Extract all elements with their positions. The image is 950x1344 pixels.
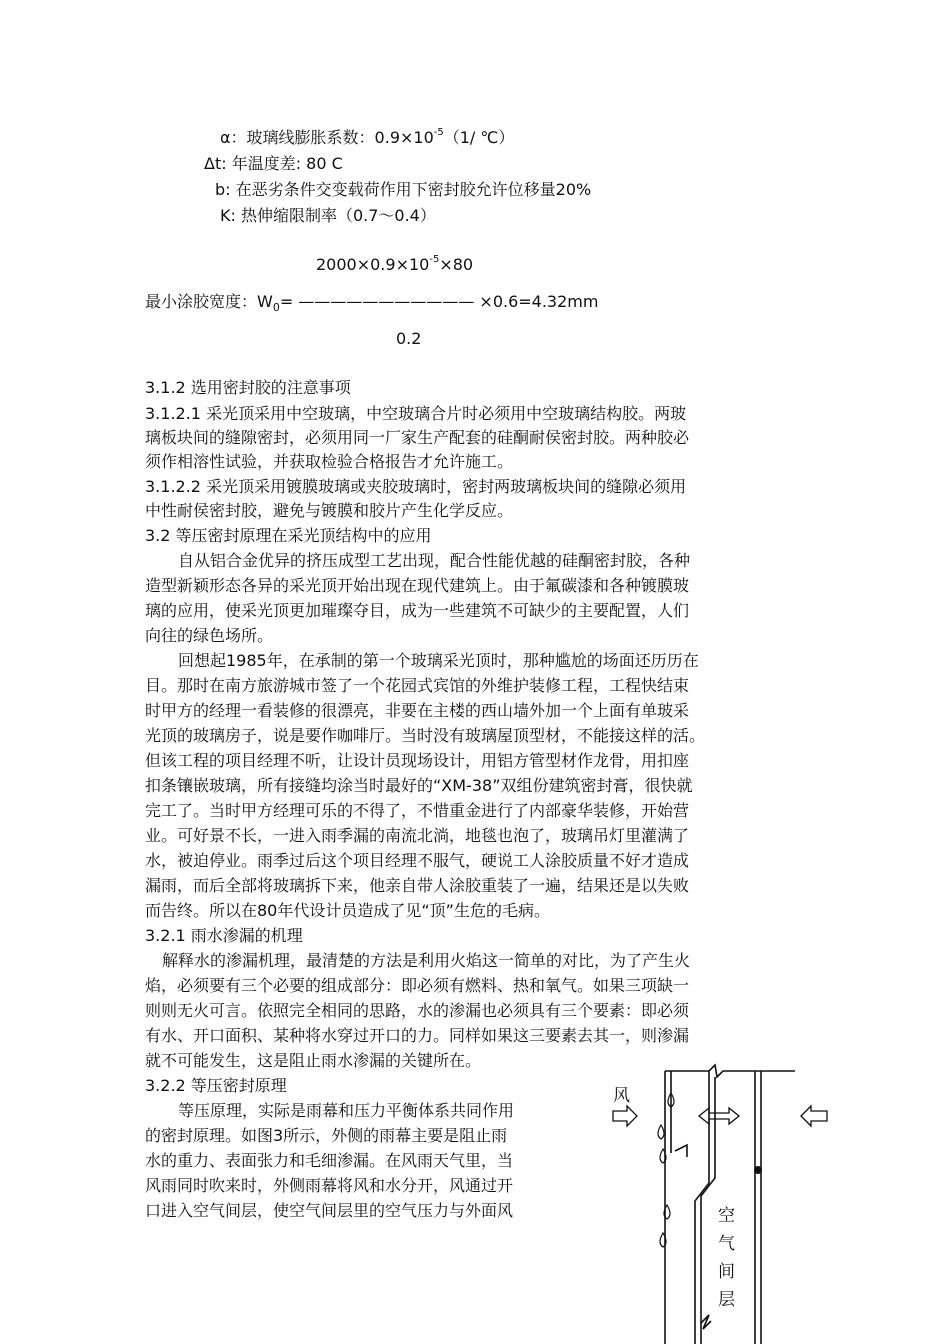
pressure-equalization-diagram [605,1053,845,1344]
numerator-text: 2000×0.9×10 [316,255,430,274]
section-heading-3-2-1: 3.2.1 雨水渗漏的机理 [145,926,303,945]
section-heading-3-1-2: 3.1.2 选用密封胶的注意事项 [145,378,351,397]
paragraph-line: 风雨同时吹来时，外侧雨幕将风和水分开，风通过开 [145,1176,514,1195]
paragraph-line: 时甲方的经理一看装修的很漂亮，非要在主楼的西山墙外加一个上面有单玻采 [145,701,690,720]
alpha-text: α：玻璃线膨胀系数：0.9×10 [220,128,434,147]
paragraph-line: 扣条镶嵌玻璃，所有接缝均涂当时最好的“XM-38”双组份建筑密封膏，很快就 [145,776,693,795]
delta-t-definition: Δt: 年温度差: 80 C [204,154,343,173]
wind-label: 风 [613,1086,630,1106]
air-layer-char: 空 [718,1206,735,1226]
paragraph-line: 等压原理，实际是雨幕和压力平衡体系共同作用 [178,1101,515,1120]
numerator-exponent: -5 [429,253,440,265]
double-arrow-icon [699,1108,739,1124]
paragraph-line: 业。可好景不长，一进入雨季漏的南流北淌，地毯也泡了，玻璃吊灯里灌满了 [145,826,690,845]
width-fraction: = ——————————— ×0.6=4.32mm [279,292,599,311]
paragraph-line: 完工了。当时甲方经理可乐的不得了，不惜重金进行了内部豪华装修，开始营 [145,801,690,820]
paragraph-line: 璃的应用，使采光顶更加璀璨夺目，成为一些建筑不可缺少的主要配置，人们 [145,601,690,620]
paragraph-line: 璃板块间的缝隙密封，必须用同一厂家生产配套的硅酮耐侯密封胶。两种胶必 [145,428,690,447]
min-width-formula [145,292,599,315]
inward-arrow-icon [801,1106,827,1126]
paragraph-line: 口进入空气间层，使空气间层里的空气压力与外面风 [145,1201,514,1220]
section-heading-3-2-2: 3.2.2 等压密封原理 [145,1076,287,1095]
numerator-tail: ×80 [439,255,474,274]
paragraph-line: 焰，必须要有三个必要的组成部分：即必须有燃料、热和氧气。如果三项缺一 [145,976,690,995]
paragraph-line: 而告终。所以在80年代设计员造成了见“顶”生危的毛病。 [145,901,550,920]
section-heading-3-2: 3.2 等压密封原理在采光顶结构中的应用 [145,526,432,545]
paragraph-line: 解释水的渗漏机理，最清楚的方法是利用火焰这一简单的对比，为了产生火 [162,951,691,970]
k-definition: K: 热伸缩限制率（0.7～0.4） [220,206,436,225]
paragraph-line: 3.1.2.2 采光顶采用镀膜玻璃或夹胶玻璃时，密封两玻璃板块间的缝隙必须用 [145,477,687,496]
alpha-exponent: -5 [433,126,444,138]
paragraph-line: 就不可能发生，这是阻止雨水渗漏的关键所在。 [145,1051,482,1070]
alpha-definition [220,128,514,148]
paragraph-line: 有水、开口面积、某种将水穿过开口的力。同样如果这三要素去其一，则渗漏 [145,1026,690,1045]
paragraph-line: 漏雨，而后全部将玻璃拆下来，他亲自带人涂胶重装了一遍，结果还是以失败 [145,876,690,895]
formula-denominator: 0.2 [396,329,422,348]
wind-arrow-icon [613,1106,637,1126]
b-definition: b: 在恶劣条件交变载荷作用下密封胶允许位移量20% [215,180,592,199]
paragraph-line: 自从铝合金优异的挤压成型工艺出现，配合性能优越的硅酮密封胶，各种 [178,551,691,570]
paragraph-line: 光顶的玻璃房子，说是要作咖啡厅。当时没有玻璃屋顶型材，不能接这样的活。 [145,726,706,745]
paragraph-line: 的密封原理。如图3所示，外侧的雨幕主要是阻止雨 [145,1126,508,1145]
paragraph-line: 水，被迫停业。雨季过后这个项目经理不服气，硬说工人涂胶质量不好才造成 [145,851,690,870]
width-label: 最小涂胶宽度：W [145,292,273,311]
paragraph-line: 造型新颖形态各异的采光顶开始出现在现代建筑上。由于氟碳漆和各种镀膜玻 [145,576,690,595]
paragraph-line: 向往的绿色场所。 [145,626,274,645]
width-subscript: 0 [272,301,280,315]
air-layer-char: 间 [718,1262,735,1282]
formula-numerator [316,255,473,275]
air-layer-char: 层 [718,1290,735,1310]
alpha-unit: （1/ ℃） [443,128,515,147]
paragraph-line: 则则无火可言。依照完全相同的思路，水的渗漏也必须具有三个要素：即必须 [145,1001,690,1020]
air-layer-char: 气 [718,1234,735,1254]
paragraph-line: 回想起1985年，在承制的第一个玻璃采光顶时，那种尴尬的场面还历历在 [178,651,699,670]
paragraph-line: 目。那时在南方旅游城市签了一个花园式宾馆的外维护装修工程，工程快结束 [145,676,690,695]
paragraph-line: 须作相溶性试验，并获取检验合格报告才允许施工。 [145,452,514,471]
paragraph-line: 水的重力、表面张力和毛细渗漏。在风雨天气里，当 [145,1151,514,1170]
paragraph-line: 但该工程的项目经理不听，让设计员现场设计，用铝方管型材作龙骨，用扣座 [145,751,690,770]
seal-dot-icon [754,1166,762,1174]
paragraph-line: 中性耐侯密封胶，避免与镀膜和胶片产生化学反应。 [145,501,514,520]
paragraph-line: 3.1.2.1 采光顶采用中空玻璃，中空玻璃合片时必须用中空玻璃结构胶。两玻 [145,404,687,423]
